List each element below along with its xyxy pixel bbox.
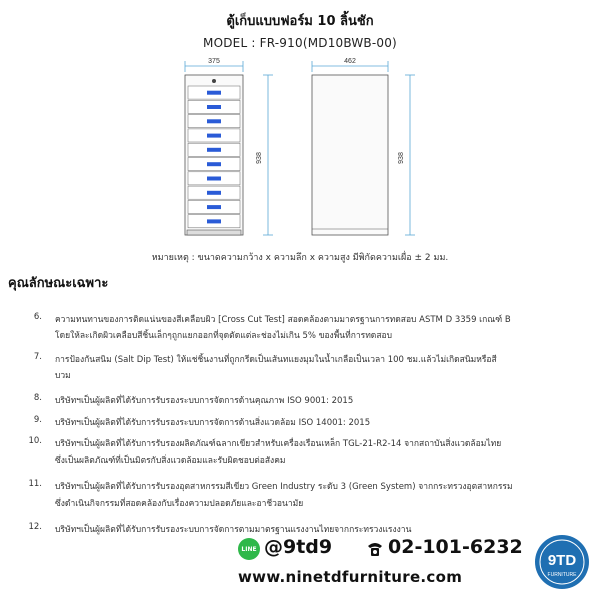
phone-icon (365, 539, 385, 559)
spec-text: บริษัทฯเป็นผู้ผลิตที่ได้รับการรับรองอุตสาหกรรมสีเขียว Green Industry ระดับ 3 (Green System) จากกระทรวงอุตสาหกรรม (55, 482, 513, 492)
spec-text: บริษัทฯเป็นผู้ผลิตที่ได้รับการรับรองระบบการจัดการด้านคุณภาพ ISO 9001: 2015 (55, 396, 354, 406)
drawer-handle (207, 191, 221, 195)
front-height-dimension (256, 75, 273, 235)
drawer-handle (207, 134, 221, 138)
logo-subtext: FURNITURE (547, 572, 577, 578)
line-icon[interactable]: LINE (238, 538, 260, 560)
spec-number: 7. (33, 352, 42, 362)
side-height-label: 938 (398, 152, 405, 164)
spec-text: บริษัทฯเป็นผู้ผลิตที่ได้รับการรับรองระบบการจัดการตามมาตรฐานแรงงานไทยจากกระทรวงแรงงาน (55, 525, 412, 535)
drawer-handle (207, 219, 221, 223)
tolerance-note: หมายเหตุ : ขนาดความกว้าง x ความลึก x ความสูง มีพิกัดความเผื่อ ± 2 มม. (151, 253, 449, 263)
side-depth-dimension (312, 58, 388, 72)
front-width-dimension (185, 58, 243, 72)
spec-text: ซึ่งดำเนินกิจกรรมที่สอดคล้องกับเรื่องความปลอดภัยและอาชีวอนามัย (55, 499, 304, 509)
spec-text: การป้องกันสนิม (Salt Dip Test) ให้แช่ชิ้นงานที่ถูกกรีดเป็นเส้นทแยงมุมในน้ำเกลือเป็นเวลา 100 ชม.แล้วไม่เกิดสนิมหรือสี (55, 355, 497, 365)
side-height-dimension (398, 75, 415, 235)
spec-number: 11. (28, 479, 42, 489)
ninetd-logo (534, 534, 590, 590)
cabinet-side-view (312, 75, 388, 235)
drawer-handle (207, 177, 221, 181)
spec-text: บริษัทฯเป็นผู้ผลิตที่ได้รับการรับรองผลิตภัณฑ์ฉลากเขียวสำหรับเครื่องเรือนเหล็ก TGL-21-R2-14 จากสถาบันสิ่งแวดล้อมไทย (55, 439, 502, 449)
spec-number: 6. (33, 312, 42, 322)
lock-icon (212, 79, 216, 83)
drawer-handle (207, 162, 221, 166)
drawer-handle (207, 105, 221, 109)
spec-text: บริษัทฯเป็นผู้ผลิตที่ได้รับการรับรองระบบการจัดการด้านสิ่งแวดล้อม ISO 14001: 2015 (55, 418, 371, 428)
phone-number[interactable]: 02-101-6232 (388, 536, 523, 558)
drawer-handle (207, 148, 221, 152)
product-title: ตู้เก็บแบบฟอร์ม 10 ลิ้นชัก (226, 14, 374, 29)
website-link[interactable]: www.ninetdfurniture.com (238, 568, 463, 586)
spec-text: ซึ่งเป็นผลิตภัณฑ์ที่เป็นมิตรกับสิ่งแวดล้อมและรับผิดชอบต่อสังคม (55, 456, 286, 466)
model-number: MODEL : FR-910(MD10BWB-00) (203, 36, 397, 50)
section-heading: คุณลักษณะเฉพาะ (8, 276, 109, 291)
drawer-handle (207, 205, 221, 209)
cabinet-front-view (185, 75, 243, 235)
logo-text: 9TD (547, 552, 577, 569)
spec-text: บวม (55, 371, 71, 381)
spec-number: 9. (33, 415, 42, 425)
side-depth-label: 462 (344, 58, 356, 65)
cabinet-drawing (0, 0, 600, 250)
spec-number: 10. (28, 436, 42, 446)
spec-number: 12. (28, 522, 42, 532)
drawer-handle (207, 91, 221, 95)
spec-text: ความทนทานของการติดแน่นของสีเคลือบผิว [Cross Cut Test] สอดคล้องตามมาตรฐานการทดสอบ ASTM D 3359 เกณฑ์ B (55, 315, 511, 325)
spec-number: 8. (33, 393, 42, 403)
front-width-label: 375 (208, 58, 220, 65)
spec-text: โดยให้ละเกิดผิวเคลือบสีชิ้นเล็กๆถูกแยกออกที่จุดตัดแต่ละช่องไม่เกิน 5% ของพื้นที่การทดสอบ (55, 331, 393, 341)
drawer-handle (207, 119, 221, 123)
front-height-label: 938 (256, 152, 263, 164)
line-id[interactable]: @9td9 (264, 536, 333, 558)
